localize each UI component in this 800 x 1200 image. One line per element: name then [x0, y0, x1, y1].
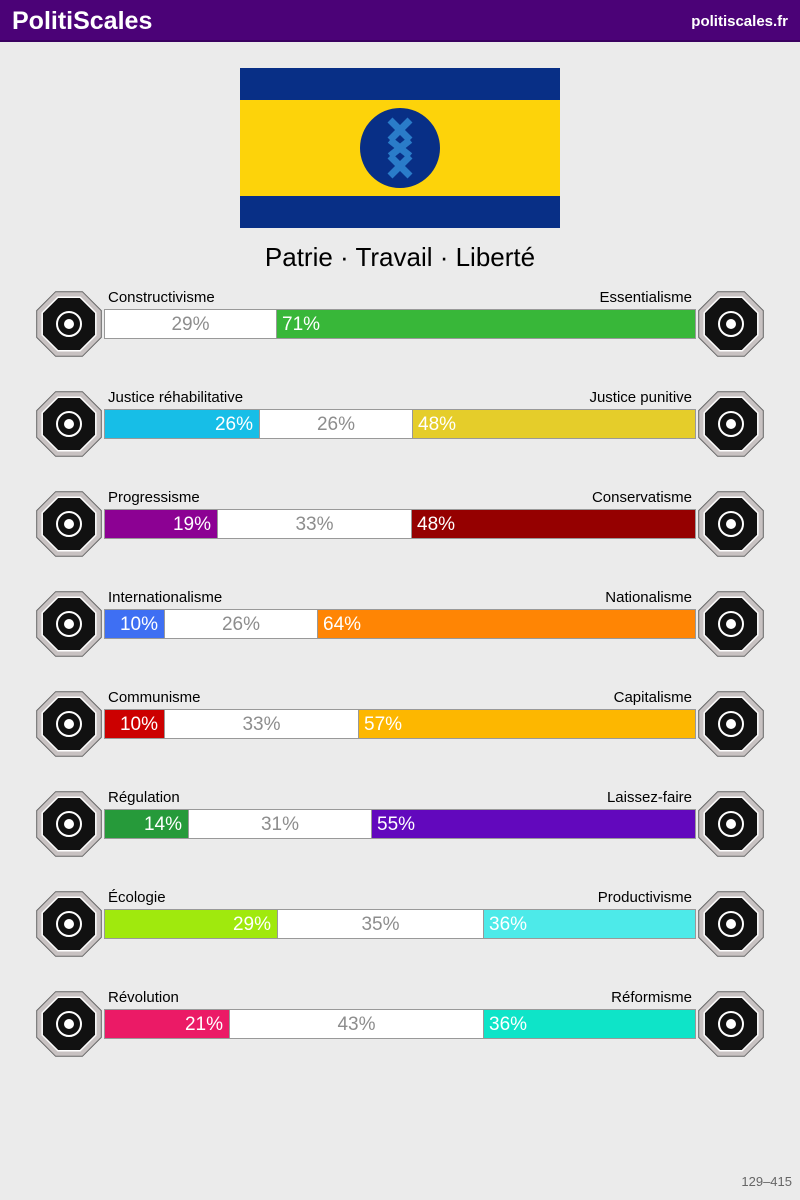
eye-icon: [33, 288, 105, 360]
axis-right-segment: 48%: [412, 510, 696, 538]
axis-right-segment: 71%: [277, 310, 696, 338]
axis-right-label: Nationalisme: [605, 589, 692, 606]
parliament-icon: [695, 988, 767, 1060]
globe-icon: [33, 588, 105, 660]
axis-left-label: Communisme: [108, 689, 201, 706]
axis-row: [0, 688, 800, 768]
result-code: 129–415: [741, 1174, 792, 1189]
axis-left-segment: 10%: [105, 610, 164, 638]
axis-row: [0, 288, 800, 368]
axis-right-label: Réformisme: [611, 989, 692, 1006]
axis-right-label: Laissez-faire: [606, 789, 692, 806]
money-bag-icon: [695, 688, 767, 760]
axis-left-segment: 21%: [105, 1010, 229, 1038]
axis-middle-segment: 26%: [164, 610, 318, 638]
axis-left-label: Justice réhabilitative: [108, 389, 244, 406]
brand-title[interactable]: PolitiScales: [12, 7, 153, 35]
axis-middle-segment: 31%: [188, 810, 372, 838]
axis-middle-segment: 33%: [164, 710, 359, 738]
axis-middle-segment: 26%: [259, 410, 413, 438]
header-bar: [0, 0, 800, 42]
prison-bars-icon: [695, 388, 767, 460]
axis-right-label: Capitalisme: [613, 689, 692, 706]
axis-left-label: Écologie: [108, 889, 166, 906]
axis-left-label: Constructivisme: [108, 289, 215, 306]
axis-row: [0, 588, 800, 668]
axis-right-segment: 57%: [359, 710, 696, 738]
axis-right-segment: 48%: [413, 410, 696, 438]
flower-icon: [695, 288, 767, 360]
axis-right-label: Conservatisme: [591, 489, 692, 506]
rocket-icon: [33, 488, 105, 560]
axis-middle-segment: 29%: [105, 310, 277, 338]
axis-bar: [104, 309, 696, 339]
axis-bar: [104, 809, 696, 839]
axis-right-segment: 36%: [484, 910, 696, 938]
flag-stripe-top: [240, 68, 560, 100]
flag-icon: [695, 588, 767, 660]
axis-bar: [104, 409, 696, 439]
axis-left-segment: 10%: [105, 710, 164, 738]
axis-left-segment: 19%: [105, 510, 217, 538]
axis-bar: [104, 909, 696, 939]
hammer-sickle-icon: [33, 688, 105, 760]
axis-right-segment: 36%: [484, 1010, 696, 1038]
axis-row: [0, 388, 800, 468]
axis-row: [0, 988, 800, 1068]
axis-right-label: Justice punitive: [589, 389, 692, 406]
site-url[interactable]: politiscales.fr: [691, 13, 788, 30]
axis-row: [0, 488, 800, 568]
axis-bar: [104, 509, 696, 539]
axis-bar: [104, 609, 696, 639]
axis-right-segment: 64%: [318, 610, 696, 638]
gear-icon: [695, 888, 767, 960]
sprout-icon: [33, 888, 105, 960]
butterfly-icon: [695, 788, 767, 860]
quill-icon: [695, 488, 767, 560]
handshake-icon: [33, 388, 105, 460]
axis-left-segment: 29%: [105, 910, 277, 938]
axis-left-segment: 14%: [105, 810, 188, 838]
axis-middle-segment: 43%: [229, 1010, 484, 1038]
axis-middle-segment: 33%: [217, 510, 412, 538]
flag-stripe-bottom: [240, 196, 560, 228]
raised-fist-icon: [33, 988, 105, 1060]
axis-right-label: Essentialisme: [599, 289, 692, 306]
axis-right-segment: 55%: [372, 810, 696, 838]
axis-left-label: Progressisme: [108, 489, 200, 506]
axis-bar: [104, 709, 696, 739]
axis-left-label: Révolution: [108, 989, 179, 1006]
axis-left-label: Régulation: [108, 789, 180, 806]
ruler-compass-icon: [33, 788, 105, 860]
axis-row: [0, 888, 800, 968]
axis-bar: [104, 1009, 696, 1039]
flag-motto: Patrie · Travail · Liberté: [264, 242, 536, 272]
axis-right-label: Productivisme: [597, 889, 692, 906]
axis-left-segment: 26%: [105, 410, 259, 438]
axis-row: [0, 788, 800, 868]
result-flag: [240, 68, 560, 228]
axis-middle-segment: 35%: [277, 910, 484, 938]
axis-left-label: Internationalisme: [108, 589, 223, 606]
